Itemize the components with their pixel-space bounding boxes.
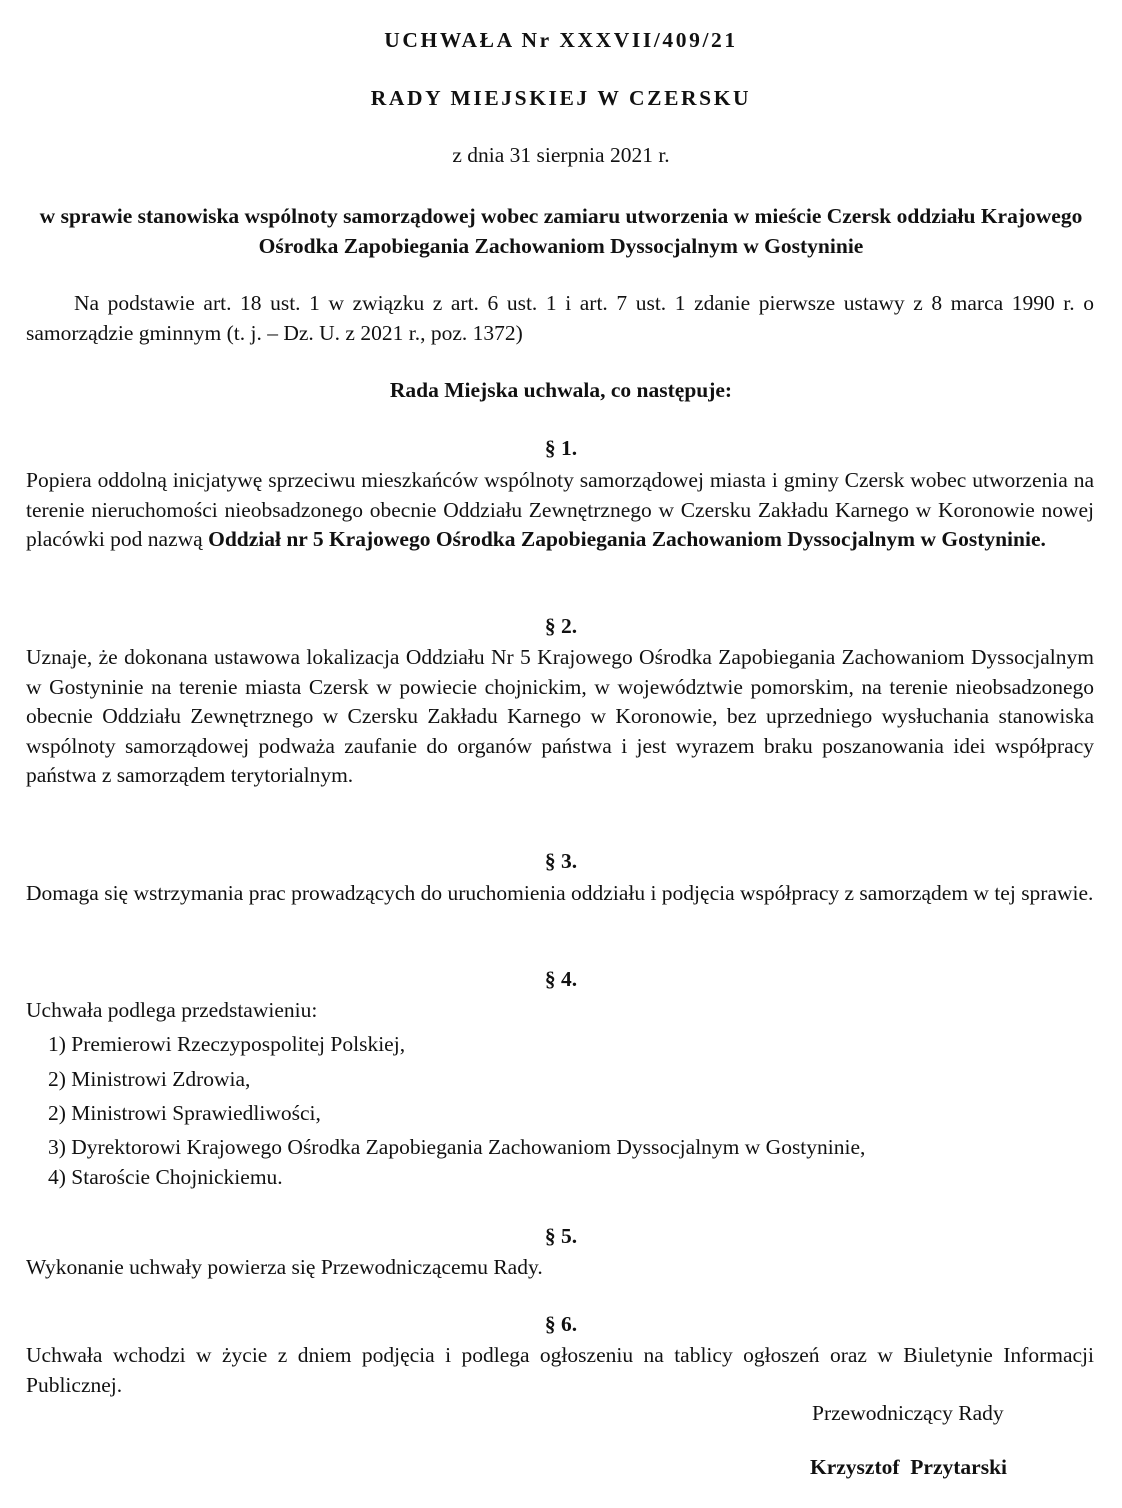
section-1-text	[26, 466, 1094, 555]
resolution-date: z dnia 31 sierpnia 2021 r.	[452, 143, 670, 167]
resolution-number: UCHWAŁA Nr XXXVII/409/21	[384, 28, 738, 52]
section-3-number: § 3.	[544, 849, 578, 873]
recipient-list-item: 2) Ministrowi Zdrowia,	[48, 1067, 251, 1091]
recipient-list-item: 1) Premierowi Rzeczypospolitej Polskiej,	[48, 1032, 406, 1056]
resolves-heading: Rada Miejska uchwala, co następuje:	[389, 378, 733, 402]
section-1-number: § 1.	[544, 436, 578, 460]
section-5-text: Wykonanie uchwały powierza się Przewodniczącemu Rady.	[26, 1255, 543, 1279]
section-3-text: Domaga się wstrzymania prac prowadzących do uruchomienia oddziału i podjęcia współpracy z samorządem w tej sprawie.	[26, 881, 1094, 905]
section-2-text: Uznaje, że dokonana ustawowa lokalizacja Oddziału Nr 5 Krajowego Ośrodka Zapobiegania Zachowaniom Dyssocjalnym w Gostyninie na terenie miasta Czersk w powiecie chojnickim, w województwie pomorskim, na terenie nieobsadzonego obecnie Oddziału Zewnętrznego w Czersku Zakładu Karnego w Koronowie, bez uprzedniego wysłuchania stanowiska wspólnoty samorządowej podważa zaufanie do organów państwa i jest wyrazem braku poszanowania idei współpracy państwa z samorządem terytorialnym.	[26, 645, 1094, 787]
signature-name: Krzysztof Przytarski	[810, 1455, 1008, 1479]
recipient-list-item: 2) Ministrowi Sprawiedliwości,	[48, 1101, 321, 1125]
signature-role: Przewodniczący Rady	[812, 1401, 1004, 1425]
council-name: RADY MIEJSKIEJ W CZERSKU	[370, 86, 752, 110]
section-1-text-bold: Oddział nr 5 Krajowego Ośrodka Zapobiegania Zachowaniom Dyssocjalnym w Gostyninie.	[208, 527, 1046, 551]
recipient-list-item: 3) Dyrektorowi Krajowego Ośrodka Zapobiegania Zachowaniom Dyssocjalnym w Gostyninie,	[48, 1135, 866, 1159]
section-6-text: Uchwała wchodzi w życie z dniem podjęcia i podlega ogłoszeniu na tablicy ogłoszeń oraz w Biuletynie Informacji Publicznej.	[26, 1343, 1094, 1397]
section-4-number: § 4.	[544, 967, 578, 991]
section-6-number: § 6.	[544, 1312, 578, 1336]
section-4-text: Uchwała podlega przedstawieniu:	[26, 998, 318, 1022]
section-5-number: § 5.	[544, 1224, 578, 1248]
section-1-text-regular: Popiera oddolną inicjatywę sprzeciwu mieszkańców wspólnoty samorządowej miasta i gminy Czersk wobec utworzenia na terenie nieruchomości nieobsadzonego obecnie Oddziału Zewnętrznego w Czersku Zakładu Karnego w Koronowie nowej placówki pod nazwą	[26, 468, 1094, 551]
resolution-subject: w sprawie stanowiska wspólnoty samorządowej wobec zamiaru utworzenia w mieście Czersk oddziału Krajowego Ośrodka Zapobiegania Zachowaniom Dyssocjalnym w Gostyninie	[39, 204, 1083, 258]
section-2-number: § 2.	[544, 614, 578, 638]
legal-basis: Na podstawie art. 18 ust. 1 w związku z art. 6 ust. 1 i art. 7 ust. 1 zdanie pierwsze ustawy z 8 marca 1990 r. o samorządzie gminnym (t. j. – Dz. U. z 2021 r., poz. 1372)	[26, 291, 1094, 345]
recipient-list-item: 4) Staroście Chojnickiemu.	[48, 1165, 283, 1189]
